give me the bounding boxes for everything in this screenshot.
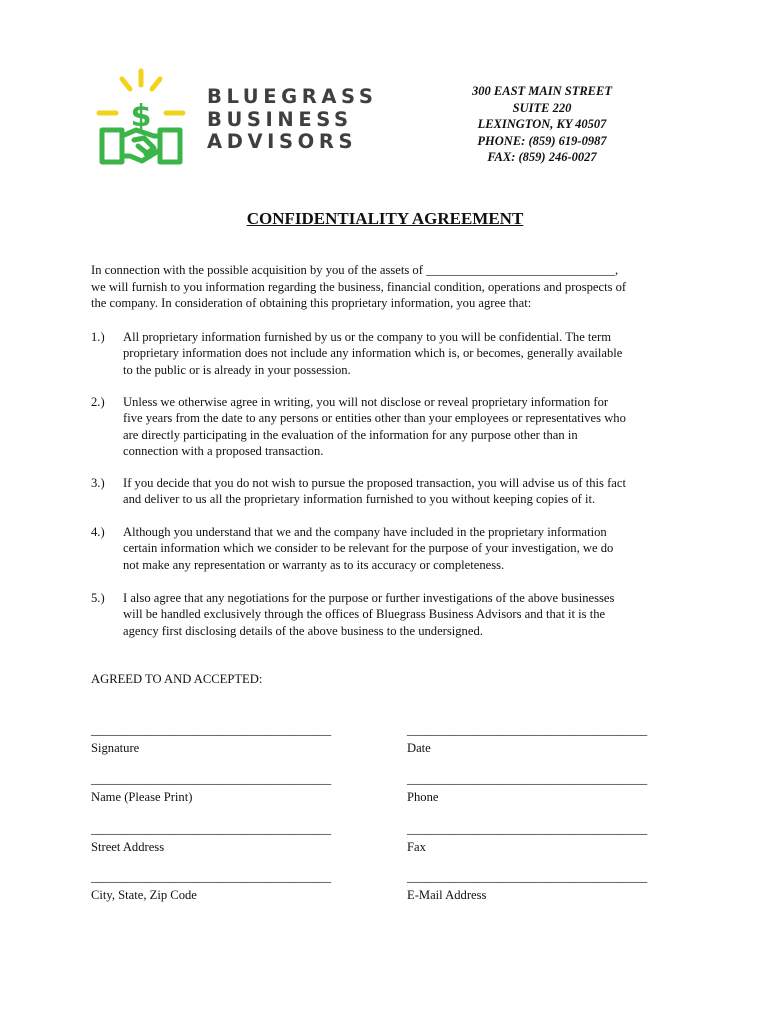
fax-label: Fax (407, 840, 426, 854)
clause-number: 4.) (91, 525, 105, 539)
phone-label: Phone (407, 790, 439, 804)
date-label: Date (407, 741, 431, 755)
signature-field[interactable] (91, 723, 331, 756)
phone-field[interactable] (407, 772, 647, 805)
date-line[interactable]: ________________________________________ (407, 723, 647, 737)
brand-name (207, 86, 377, 154)
fax-field[interactable] (407, 822, 647, 855)
city-state-zip-label: City, State, Zip Code (91, 888, 197, 902)
clause-line: certain information which we consider to be relevant for the purpose of your investigation, we do (123, 541, 614, 556)
clause-line: and deliver to us all the proprietary information furnished to you without keeping copies of it. (123, 492, 596, 507)
svg-text:$: $ (130, 99, 152, 134)
name-label: Name (Please Print) (91, 790, 193, 804)
name-field[interactable] (91, 772, 331, 805)
intro-line: In connection with the possible acquisition by you of the assets of ______________________________, (91, 263, 619, 277)
clause-line: agency first disclosing details of the above business to the undersigned. (123, 623, 483, 638)
city-state-zip-field[interactable] (91, 870, 331, 903)
street-address-line[interactable]: ________________________________________ (91, 822, 331, 836)
clause-number: 5.) (91, 591, 105, 605)
address-line: SUITE 220 (512, 100, 572, 115)
clause-line: are directly participating in the evaluation of the information for any purpose other than in (123, 427, 578, 442)
brand-line: BUSINESS (207, 107, 353, 131)
phone-line[interactable]: ________________________________________ (407, 772, 647, 786)
city-state-zip-line[interactable]: ________________________________________ (91, 870, 331, 884)
document-title: CONFIDENTIALITY AGREEMENT (246, 209, 524, 228)
street-address-label: Street Address (91, 840, 165, 854)
address-line: 300 EAST MAIN STREET (472, 84, 612, 98)
clause-number: 2.) (91, 395, 105, 409)
email-field[interactable] (407, 870, 647, 903)
brand-line: ADVISORS (207, 130, 358, 153)
agreed-heading: AGREED TO AND ACCEPTED: (91, 672, 263, 686)
date-field[interactable] (407, 723, 647, 756)
intro-line: we will furnish to you information regarding the business, financial condition, operations and prospects of (91, 279, 627, 294)
address-line: LEXINGTON, KY 40507 (477, 117, 607, 132)
clause-line: five years from the date to any persons or entities other than your employees or representatives who (123, 411, 626, 426)
clause-number: 1.) (91, 330, 105, 344)
clause-line: Although you understand that we and the company have included in the proprietary information (123, 525, 607, 539)
company-address (448, 83, 636, 166)
clause-line: I also agree that any negotiations for the purpose or further investigations of the above businesses (123, 591, 615, 605)
address-line: PHONE: (859) 619-0987 (477, 133, 607, 148)
clause-line: If you decide that you do not wish to pursue the proposed transaction, you will advise us of this fact (123, 476, 626, 490)
email-label: E-Mail Address (407, 888, 487, 902)
intro-line: the company. In consideration of obtaining this proprietary information, you agree that: (91, 296, 532, 311)
clause-line: connection with a proposed transaction. (123, 444, 324, 459)
fax-line[interactable]: ________________________________________ (407, 822, 647, 836)
intro-paragraph (91, 262, 683, 312)
street-address-field[interactable] (91, 822, 331, 855)
address-line: FAX: (859) 246-0027 (487, 150, 597, 165)
clause-line: proprietary information does not include any information which is, or becomes, generally available (123, 346, 623, 361)
bluegrass-logo-icon (94, 68, 194, 168)
brand-line: BLUEGRASS (207, 85, 378, 108)
signature-line[interactable]: ________________________________________ (91, 723, 331, 737)
clause-line: to the public or is already in your possession. (123, 362, 351, 377)
clause-line: will be handled exclusively through the offices of Bluegrass Business Advisors and that it is the (123, 607, 606, 622)
clause-line: Unless we otherwise agree in writing, you will not disclose or reveal proprietary information for (123, 395, 609, 409)
clause-number: 3.) (91, 476, 105, 490)
name-line[interactable]: ________________________________________ (91, 772, 331, 786)
signature-label: Signature (91, 741, 140, 755)
email-line[interactable]: ________________________________________ (407, 870, 647, 884)
clause-line: All proprietary information furnished by us or the company to you will be confidential. The term (123, 330, 612, 344)
clause-line: not make any representation or warranty as to its accuracy or completeness. (123, 557, 505, 572)
